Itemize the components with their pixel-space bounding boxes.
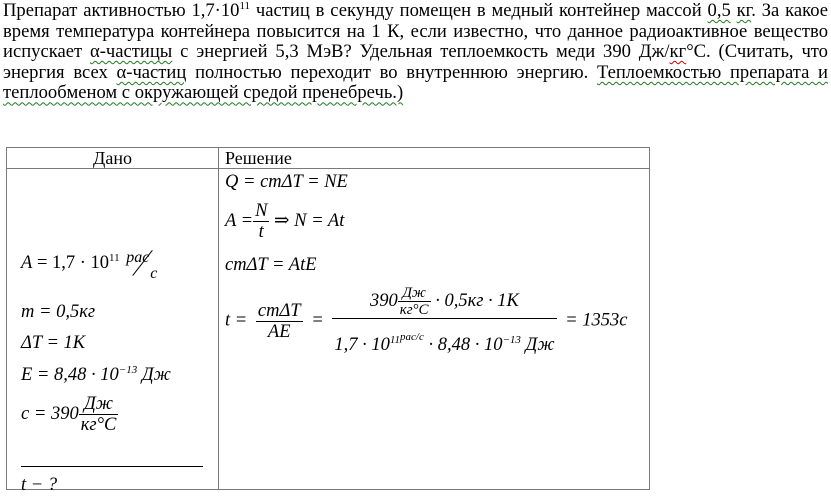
solution-cell — [219, 169, 650, 490]
find-quantity: t − ? — [21, 475, 58, 495]
given-delta-t: ΔT = 1K — [21, 333, 86, 353]
given-divider — [21, 466, 203, 467]
problem-text: Препарат активностью $1,7\cdot 10^{11}$ частиц в секунду помещен в медный контейнер массой 0,5 кг. За какое время температура контейнера повысится на 1 К, если известно, что данное радиоактивное вещество испускает α-частицы с энергией 5,3 МэВ? Удельная теплоемкость меди 390 Дж/кг°С. (Считать, что энергия всех α-частиц полностью переходит во внутреннюю энергию. Теплоемкостью препарата и теплообменом с окружающей средой пренебречь.) — [3, 0, 828, 104]
solution-line-2: A = $\frac{N}{t}$ ⇒ N = At — [225, 201, 345, 242]
given-energy: $E = 8,48 \cdot 10^{-13}$ Дж — [21, 363, 171, 385]
given-mass: m = 0,5кг — [21, 302, 96, 322]
solution-table — [6, 147, 650, 495]
solution-line-3: cmΔT = AtE — [225, 255, 317, 275]
solution-header: Решение — [219, 148, 650, 169]
solution-line-4: t = $\frac{\text{cmΔT}}{AE}$ = 390 $\frac{Дж}{кг^\circ С}$ · 0,5кг · 1K $1,7 \cdot 10^{11рас/с} \cdot 8,48 \cdot 10^{-13}$ Дж = 1353с — [225, 285, 628, 355]
given-header: Дано — [7, 148, 219, 169]
given-activity: $A = 1,7 \cdot 10^{11}$ рас с — [21, 249, 158, 282]
solution-line-1: Q = cmΔT = NE — [225, 172, 348, 192]
given-cell — [7, 169, 219, 495]
given-heat-capacity: c = 390 $\frac{Дж}{кг^\circ С}$ — [21, 394, 117, 435]
